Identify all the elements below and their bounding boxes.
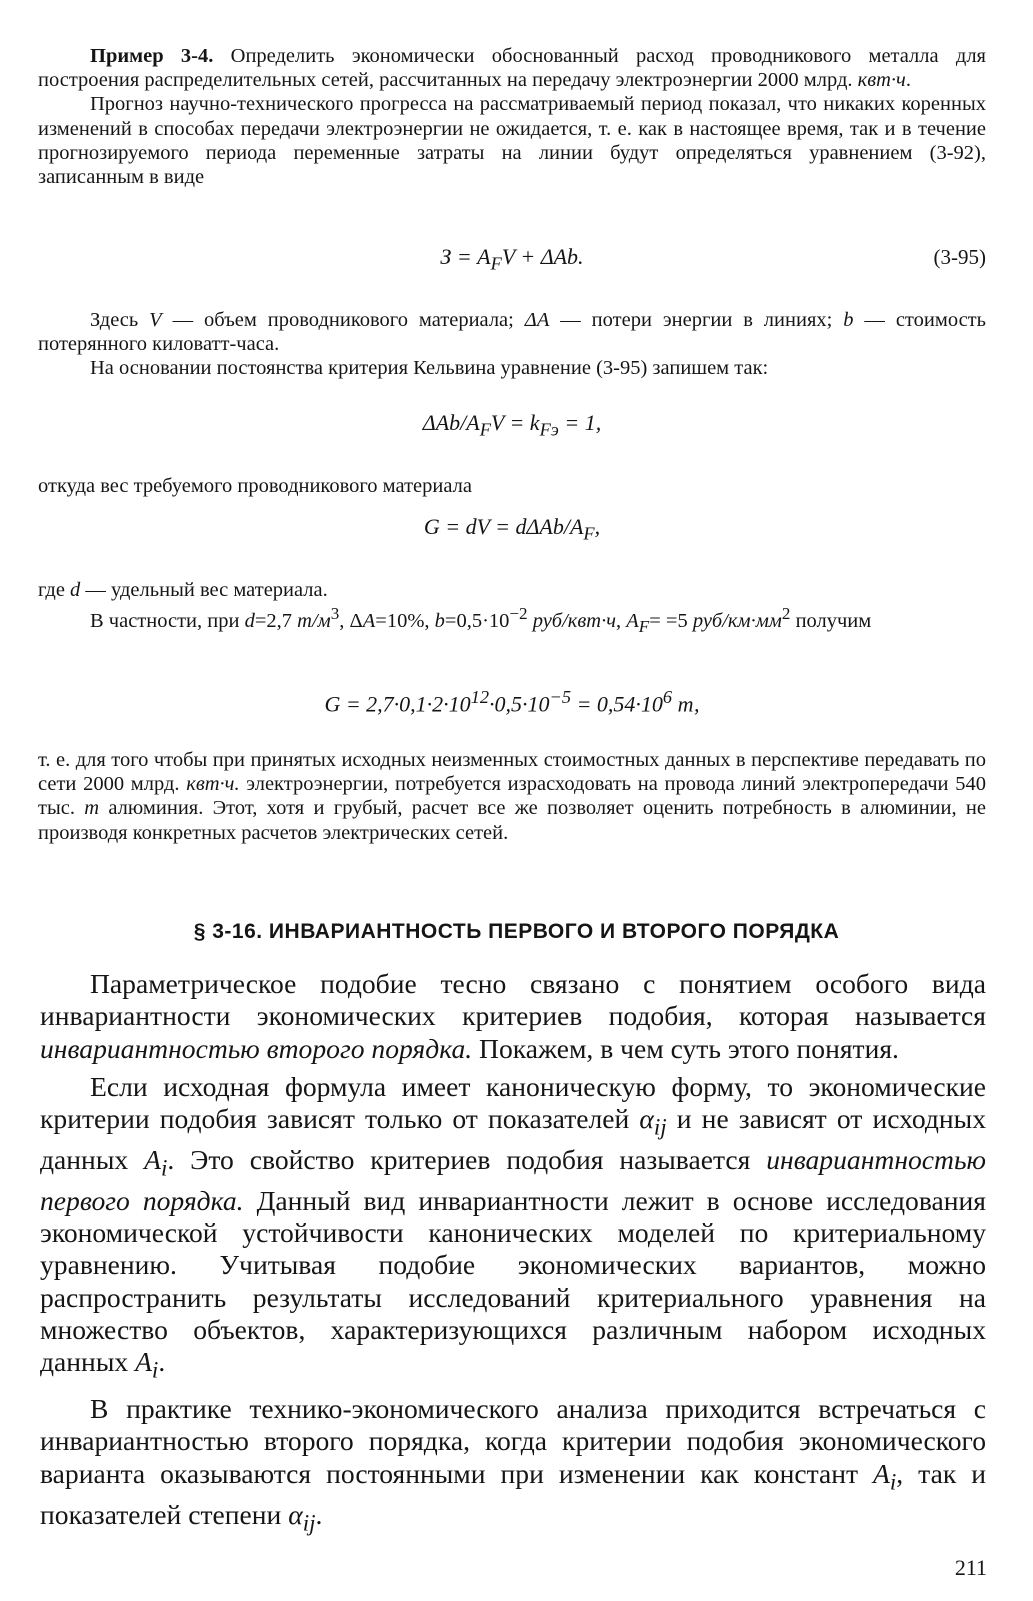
example-label: Пример 3-4. xyxy=(90,45,214,67)
weight-block xyxy=(38,474,986,498)
symbol-delta-a: ΔA xyxy=(524,309,550,331)
equation-weight xyxy=(38,512,986,542)
symbol-b: b xyxy=(843,309,854,331)
definition-text: — объем проводникового материала; xyxy=(161,309,525,331)
example-block xyxy=(38,44,986,189)
definition-text: — потери энергии в линиях; xyxy=(549,309,844,331)
definition-text: — удельный вес материала. xyxy=(80,579,328,601)
equation-kelvin xyxy=(38,408,986,438)
definitions-block xyxy=(38,308,986,381)
equation-formula: $G = 2,7\cdot 0,1\cdot 2\cdot 10^{12}\cdot 0,5\cdot 10^{-5} = 0,54\cdot 10^6$ т, xyxy=(324,687,700,717)
weight-paragraph: откуда вес требуемого проводникового материала xyxy=(38,475,472,497)
example-text-end: . xyxy=(905,69,911,92)
symbol-d: d xyxy=(70,579,81,601)
kelvin-paragraph: На основании постоянства критерия Кельвина уравнение (3-95) запишем так: xyxy=(90,357,769,380)
equation-formula: ΔAb/$A_FV = k_{Fэ} = 1$, xyxy=(422,410,602,440)
section-heading: § 3-16. ИНВАРИАНТНОСТЬ ПЕРВОГО И ВТОРОГО ПОРЯДКА xyxy=(193,920,840,943)
definition-text: — стоимость потерянного киловатт-часа. xyxy=(38,309,986,356)
conclusion-paragraph: т. е. для того чтобы при принятых исходных неизменных стоимостных данных в перспективе передавать по сети 2000 млрд. квт·ч. электроэнергии, потребуется израсходовать на провода линий электропередачи 540 тыс. т алюминия. Этот, хотя и грубый, расчет все же позволяет оценить потребность в алюминии, не производя конкретных расчетов электрических сетей. xyxy=(38,749,986,844)
page-number: 211 xyxy=(954,1555,987,1580)
example-unit: квт·ч xyxy=(857,69,906,92)
section-body xyxy=(40,968,986,1545)
body-paragraph-1: Параметрическое подобие тесно связано с понятием особого вида инвариантности экономических критериев подобия, которая называется инвариантностью второго порядка. Покажем, в чем суть этого понятия. xyxy=(40,968,986,1064)
symbol-v: V xyxy=(149,309,162,331)
equation-number: (3-95) xyxy=(933,245,986,269)
definition-text: Здесь xyxy=(90,309,150,331)
equation-formula: G = dV = dΔAb/$A_F$, xyxy=(423,514,601,544)
equation-result xyxy=(38,682,986,717)
forecast-paragraph: Прогноз научно-технического прогресса на рассматриваемый период показал, что никаких коренных изменений в способах передачи электроэнергии не ожидается, т. е. как в настоящее время, так и в течение прогнозируемого периода переменные затраты на линии будут определяться уравнением (3-92), записанным в виде xyxy=(38,93,986,189)
body-paragraph-3: В практике технико-экономического анализа приходится встречаться с инвариантностью второго порядка, когда критерии подобия экономического варианта оказываются постоянными при изменении как констант $A_i$, так и показателей степени $\alpha_{ij}$. xyxy=(40,1393,986,1536)
values-paragraph: В частности, при d=2,7 $т/м^3$, ΔA=10%, $b=0,5\cdot 10^{-2}$ руб/квт·ч, $A_F= =5$ руб/$км\cdot мм^2$ получим xyxy=(90,604,872,637)
values-block xyxy=(38,578,986,639)
conclusion-block xyxy=(38,748,986,845)
specific-weight-paragraph xyxy=(38,578,986,602)
example-text: Определить экономически обоснованный расход проводникового металла для построения распределительных сетей, рассчитанных на передачу электроэнергии 2000 млрд. xyxy=(38,45,986,92)
definitions-paragraph xyxy=(38,308,986,356)
equation-formula: $З = A_FV + \Delta Ab$. xyxy=(440,244,584,274)
definition-text: где xyxy=(38,579,71,601)
example-paragraph xyxy=(38,44,986,92)
body-paragraph-2: Если исходная формула имеет каноническую форму, то экономические критерии подобия зависят только от показателей $\alpha_{ij}$ и не зависят от исходных данных $A_i$. Это свойство критериев подобия называется инвариантностью первого порядка. Данный вид инвариантности лежит в основе исследования экономической устойчивости канонических моделей по критериальному уравнению. Учитывая подобие экономических вариантов, можно распространить результаты исследований критериального уравнения на множество объектов, характеризующихся различным набором исходных данных $A_i$. xyxy=(40,1070,986,1383)
equation-3-95 xyxy=(38,242,986,272)
